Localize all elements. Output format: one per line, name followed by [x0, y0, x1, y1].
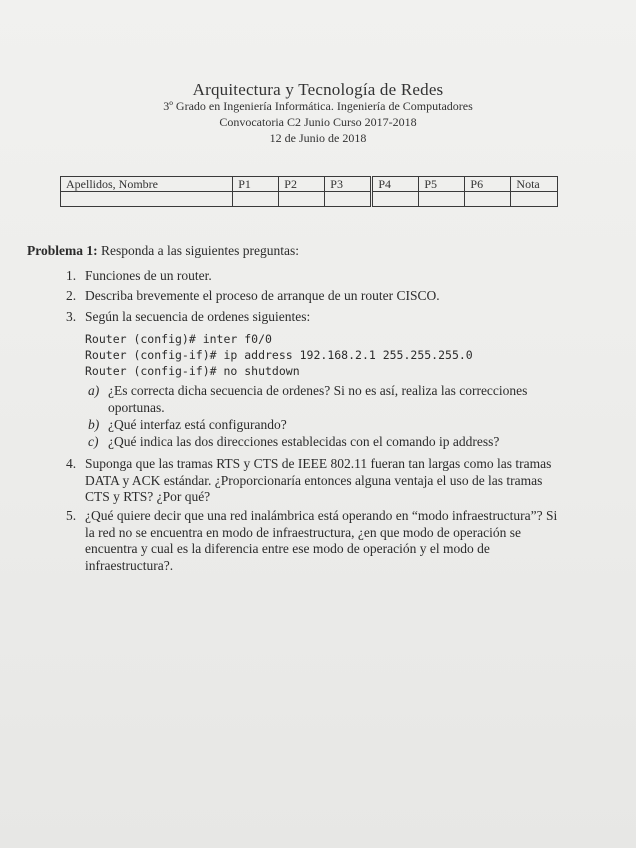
question-text: ¿Qué quiere decir que una red inalámbrica está operando en “modo infraestructura”? Si la red no se encuentra en modo de infraestructura, ¿en que modo de operación se encuentra y cual es la diferencia entre ese modo de operación y el modo de infraestructura?.: [85, 508, 558, 573]
question-text: Suponga que las tramas RTS y CTS de IEEE 802.11 fueran tan largas como las tramas DATA y ACK estándar. ¿Proporcionaría entonces alguna ventaja el uso de las tramas CTS y RTS? ¿Por qué?: [85, 456, 552, 504]
question-number: 4.: [66, 456, 77, 471]
exam-date: 12 de Junio de 2018: [269, 131, 367, 145]
question-5: [66, 508, 558, 573]
code-line-3: Router (config-if)# no shutdown: [85, 364, 300, 378]
problem-heading: [27, 243, 299, 259]
question-number: 2.: [66, 288, 77, 303]
code-line-1: Router (config)# inter f0/0: [85, 332, 272, 346]
question-number: 1.: [66, 268, 77, 283]
question-text: Describa brevemente el proceso de arranque de un router CISCO.: [85, 288, 440, 303]
subquestion-letter: b): [88, 417, 100, 432]
cell-p5: [419, 192, 465, 207]
cell-p1: [233, 192, 279, 207]
exam-subtitle-session: Convocatoria C2 Junio Curso 2017-2018: [219, 115, 417, 129]
cell-p4: [372, 192, 419, 207]
cell-nota: [511, 192, 558, 207]
header-p6: P6: [465, 177, 511, 192]
subquestion-text: ¿Qué interfaz está configurando?: [108, 417, 287, 432]
header-p2: P2: [279, 177, 325, 192]
problem-label: Problema 1:: [27, 243, 98, 258]
header-p3: P3: [325, 177, 372, 192]
question-2: [66, 288, 556, 305]
header-p4: P4: [372, 177, 419, 192]
cell-p2: [279, 192, 325, 207]
question-text: Funciones de un router.: [85, 268, 212, 283]
header-p5: P5: [419, 177, 465, 192]
code-line-2: Router (config-if)# ip address 192.168.2.1 255.255.255.0: [85, 348, 473, 362]
header-nota: Nota: [511, 177, 558, 192]
question-1: [66, 268, 556, 285]
question-3: [66, 309, 556, 326]
subquestion-letter: a): [88, 383, 100, 398]
subquestion-text: ¿Qué indica las dos direcciones establecidas con el comando ip address?: [108, 434, 500, 449]
question-number: 5.: [66, 508, 77, 523]
cell-name: [61, 192, 233, 207]
exam-title: Arquitectura y Tecnología de Redes: [192, 80, 444, 99]
header-p1: P1: [233, 177, 279, 192]
grades-entry-row: [61, 192, 558, 207]
cell-p3: [325, 192, 372, 207]
subquestion-text: ¿Es correcta dicha secuencia de ordenes? Si no es así, realiza las correcciones oportunas.: [108, 383, 528, 415]
question-number: 3.: [66, 309, 77, 324]
question-text: Según la secuencia de ordenes siguientes:: [85, 309, 311, 324]
grades-table: [60, 176, 558, 207]
subquestion-letter: c): [88, 434, 99, 449]
grades-header-row: [61, 177, 558, 192]
header-name: Apellidos, Nombre: [61, 177, 233, 192]
question-4: [66, 456, 556, 504]
problem-intro: Responda a las siguientes preguntas:: [101, 243, 299, 258]
cell-p6: [465, 192, 511, 207]
exam-subtitle-degree: 3º Grado en Ingeniería Informática. Ingeniería de Computadores: [163, 99, 473, 113]
